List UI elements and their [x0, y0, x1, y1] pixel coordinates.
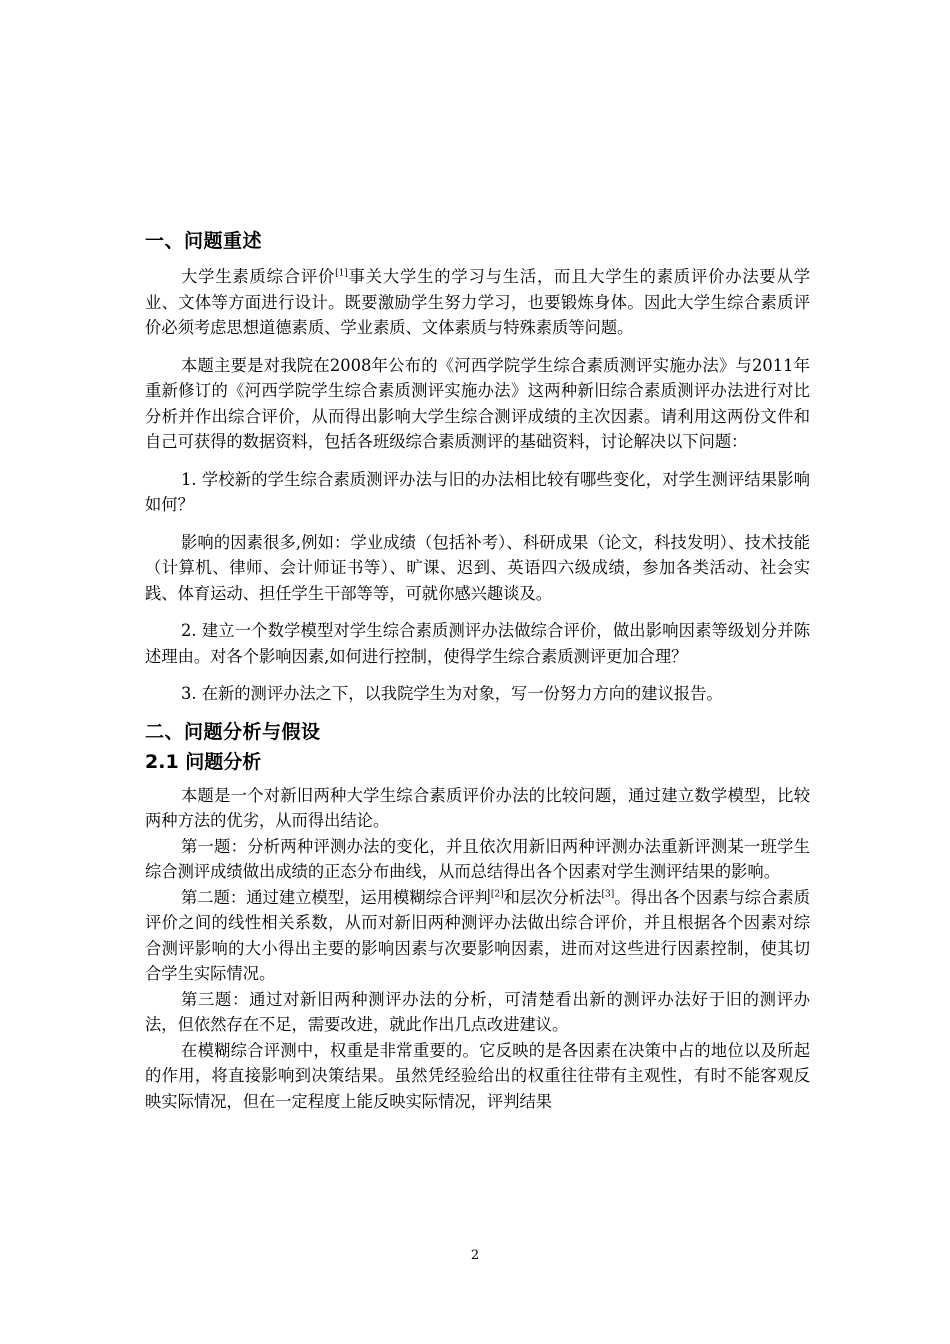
paragraph-intro: [145, 264, 810, 341]
section-heading-1: 一、问题重述: [145, 230, 263, 252]
analysis-paragraph-4: 第三题：通过对新旧两种测评办法的分析，可清楚看出新的测评办法好于旧的测评办法，但依然存在不足，需要改进，就此作出几点改进建议。: [145, 989, 810, 1034]
text-run: 大学生素质综合评价: [181, 267, 336, 286]
analysis-paragraph-2: 第一题：分析两种评测办法的变化，并且依次用新旧两种评测办法重新评测某一班学生综合测评成绩做出成绩的正态分布曲线，从而总结得出各个因素对学生测评结果的影响。: [145, 836, 810, 881]
citation-ref: [1]: [335, 268, 348, 279]
subsection-heading-2-1: 2.1 问题分析: [145, 750, 262, 773]
question-3: 3. 在新的测评办法之下，以我院学生为对象，写一份努力方向的建议报告。: [181, 684, 723, 703]
citation-ref: [3]: [601, 889, 615, 900]
analysis-paragraph-1: 本题是一个对新旧两种大学生综合素质评价办法的比较问题，通过建立数学模型，比较两种方法的优劣，从而得出结论。: [145, 785, 810, 830]
paragraph-task: 本题主要是对我院在2008年公布的《河西学院学生综合素质测评实施办法》与2011年重新修订的《河西学院学生综合素质测评实施办法》这两种新旧综合素质测评办法进行对比分析并作出综合评价，从而得出影响大学生综合测评成绩的主次因素。请利用这两份文件和自己可获得的数据资料，包括各班级综合素质测评的基础资料，讨论解决以下问题：: [145, 355, 810, 451]
text-run: 第二题：通过建立模型，运用模糊综合评判: [181, 887, 491, 907]
text-run: 事关大学生的学习与生活，而且大学生的素质评价办法要从学业、文体等方面进行设计。既要激励学生努力学习，也要锻炼身体。因此大学生综合素质评价必须考虑思想道德素质、学业素质、文体素质与特殊素质等问题。: [145, 267, 810, 337]
page-number: 2: [470, 1248, 480, 1263]
question-2: 2. 建立一个数学模型对学生综合素质测评办法做综合评价，做出影响因素等级划分并陈述理由。对各个影响因素,如何进行控制，使得学生综合素质测评更加合理？: [145, 621, 810, 666]
citation-ref: [2]: [490, 889, 504, 900]
text-run: 。得出各个因素与综合素质评价之间的线性相关系数，从而对新旧两种测评办法做出综合评价，并且根据各个因素对综合测评影响的大小得出主要的影响因素与次要影响因素，进而对这些进行因素控制，使其切合学生实际情况。: [145, 887, 810, 983]
section-heading-2: 二、问题分析与假设: [145, 720, 321, 743]
page-content: [145, 228, 810, 1114]
question-1: 1. 学校新的学生综合素质测评办法与旧的办法相比较有哪些变化，对学生测评结果影响如何？: [145, 469, 810, 514]
analysis-paragraph-3: [145, 885, 810, 987]
question-1-detail: 影响的因素很多,例如：学业成绩（包括补考）、科研成果（论文，科技发明）、技术技能（计算机、律师、会计师证书等）、旷课、迟到、英语四六级成绩，参加各类活动、社会实践、体育运动、担任学生干部等等，可就你感兴趣谈及。: [145, 532, 810, 603]
analysis-paragraph-5: 在模糊综合评测中，权重是非常重要的。它反映的是各因素在决策中占的地位以及所起的作用，将直接影响到决策结果。虽然凭经验给出的权重往往带有主观性，有时不能客观反映实际情况，但在一定程度上能反映实际情况，评判结果: [145, 1040, 810, 1111]
text-run: 和层次分析法: [503, 887, 602, 907]
